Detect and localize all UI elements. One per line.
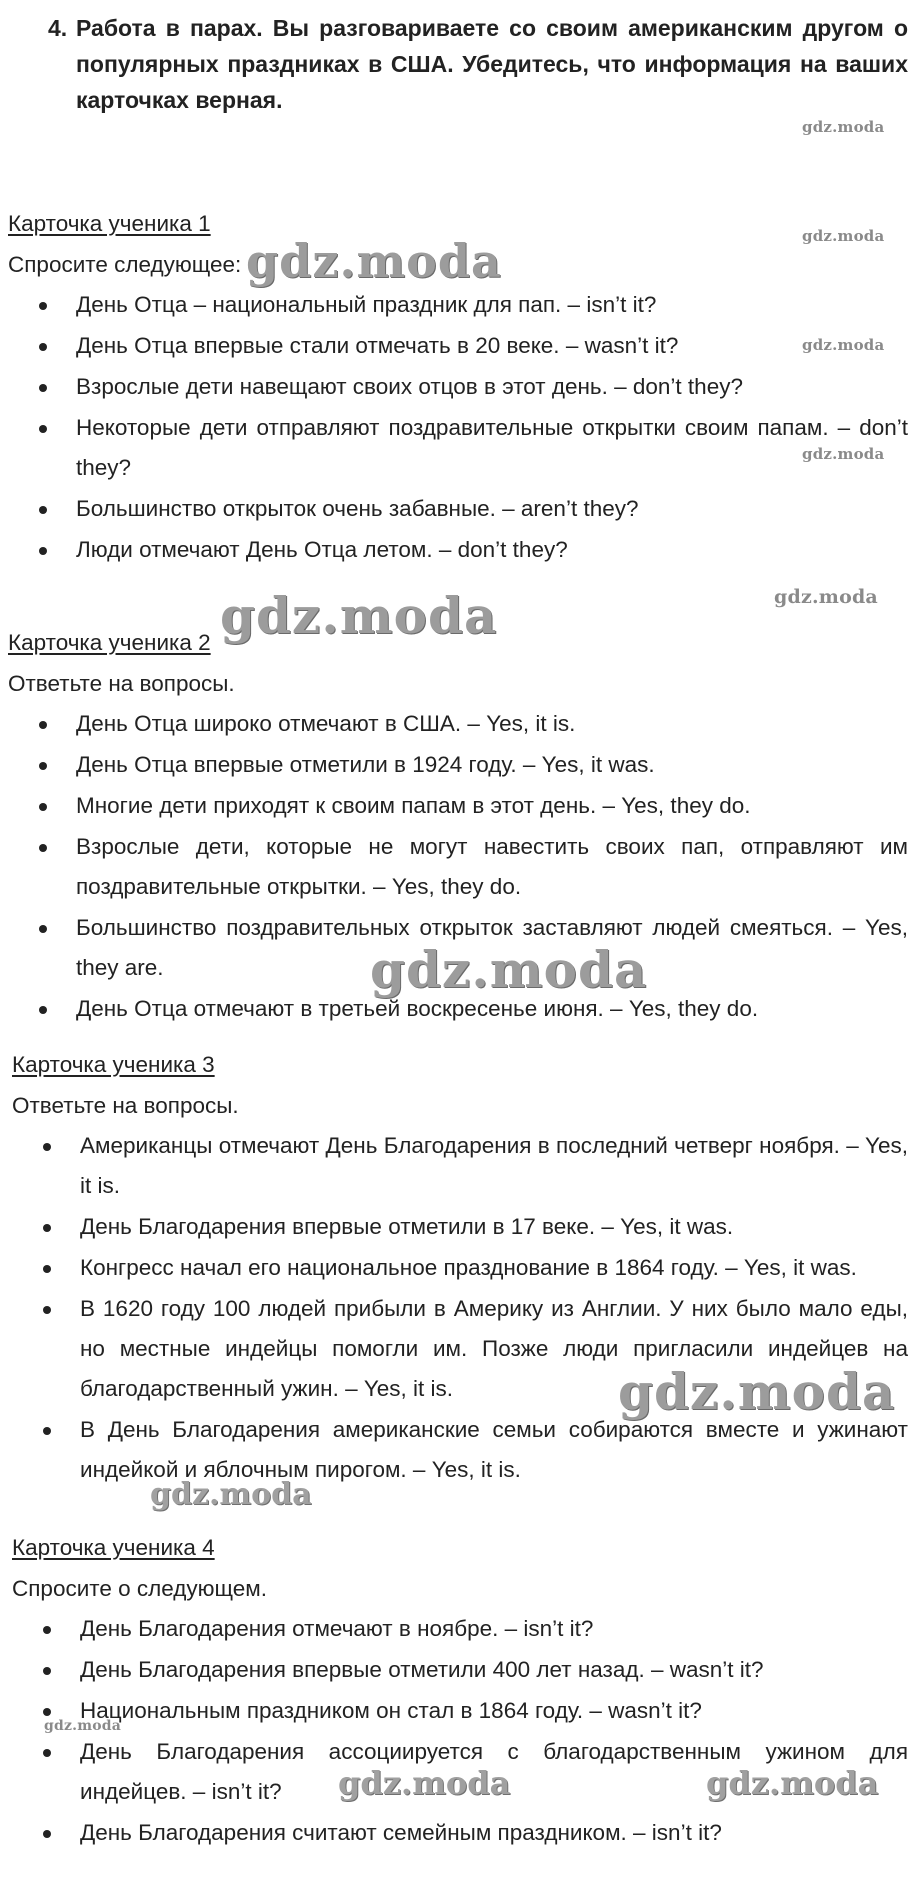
bullet-icon	[39, 547, 47, 555]
list-item-text: В 1620 году 100 людей прибыли в Америку из Англии. У них было мало еды, но местные индейцы помогли им. Позже люди пригласили индейцев на благодарственный ужин. – Yes, it is.	[80, 1296, 908, 1401]
list-item	[12, 1650, 908, 1690]
bullet-icon	[43, 1265, 51, 1273]
list-item-text: Люди отмечают День Отца летом. – don’t they?	[76, 537, 568, 562]
list-item-text: День Отца – национальный праздник для пап. – isn’t it?	[76, 292, 657, 317]
watermark: gdz.moda	[150, 1477, 312, 1512]
card-3-title: Карточка ученика 3	[12, 1052, 215, 1077]
list-item-text: Взрослые дети, которые не могут навестить своих пап, отправляют им поздравительные открытки. – Yes, they do.	[76, 834, 908, 899]
watermark: gdz.moda	[802, 445, 885, 463]
card-2-instruction: Ответьте на вопросы.	[8, 671, 235, 696]
list-item-text: Большинство поздравительных открыток заставляют людей смеяться. – Yes, they are.	[76, 915, 908, 980]
list-item-text: Американцы отмечают День Благодарения в последний четверг ноября. – Yes, it is.	[80, 1133, 908, 1198]
list-item	[12, 1207, 908, 1247]
list-item	[8, 530, 908, 570]
card-1-title: Карточка ученика 1	[8, 211, 211, 236]
list-item-text: День Отца впервые стали отмечать в 20 веке. – wasn’t it?	[76, 333, 679, 358]
bullet-icon	[43, 1626, 51, 1634]
card-3-list	[12, 1126, 908, 1490]
list-item	[8, 408, 908, 488]
card-3	[12, 1044, 908, 1491]
bullet-icon	[39, 343, 47, 351]
watermark: gdz.moda	[802, 118, 885, 136]
bullet-icon	[43, 1667, 51, 1675]
card-4-list	[12, 1609, 908, 1853]
bullet-icon	[39, 803, 47, 811]
list-item	[12, 1813, 908, 1853]
watermark: gdz.moda	[706, 1764, 879, 1802]
watermark: gdz.moda	[802, 336, 885, 354]
bullet-icon	[39, 762, 47, 770]
bullet-icon	[39, 844, 47, 852]
bullet-icon	[39, 384, 47, 392]
list-item-text: День Отца отмечают в третьей воскресенье июня. – Yes, they do.	[76, 996, 759, 1021]
list-item	[8, 786, 908, 826]
card-1-instruction: Спросите следующее:	[8, 252, 242, 277]
list-item-text: Большинство открыток очень забавные. – aren’t they?	[76, 496, 639, 521]
list-item-text: В День Благодарения американские семьи собираются вместе и ужинают индейкой и яблочным пирогом. – Yes, it is.	[80, 1417, 908, 1482]
task-number: 4.	[48, 15, 68, 41]
bullet-icon	[39, 425, 47, 433]
list-item	[12, 1609, 908, 1649]
watermark: gdz.moda	[44, 1718, 122, 1734]
bullet-icon	[39, 925, 47, 933]
list-item	[8, 285, 908, 325]
list-item-text: Некоторые дети отправляют поздравительные открытки своим папам. – don’t they?	[76, 415, 908, 480]
watermark: gdz.moda	[618, 1362, 896, 1421]
list-item-text: Взрослые дети навещают своих отцов в этот день. – don’t they?	[76, 374, 743, 399]
list-item	[12, 1248, 908, 1288]
list-item	[8, 326, 908, 366]
list-item-text: Национальным праздником он стал в 1864 году. – wasn’t it?	[80, 1698, 702, 1723]
watermark: gdz.moda	[246, 234, 502, 288]
card-4-instruction: Спросите о следующем.	[12, 1576, 268, 1601]
card-1-list	[8, 285, 908, 570]
card-4	[12, 1527, 908, 1854]
bullet-icon	[43, 1830, 51, 1838]
list-item	[12, 1691, 908, 1731]
list-item-text: День Благодарения впервые отметили 400 лет назад. – wasn’t it?	[80, 1657, 764, 1682]
list-item-text: День Отца впервые отметили в 1924 году. – Yes, it was.	[76, 752, 655, 777]
bullet-icon	[43, 1224, 51, 1232]
list-item	[8, 489, 908, 529]
bullet-icon	[43, 1708, 51, 1716]
watermark: gdz.moda	[802, 227, 885, 245]
list-item-text: Конгресс начал его национальное празднование в 1864 году. – Yes, it was.	[80, 1255, 857, 1280]
bullet-icon	[39, 302, 47, 310]
card-2-title: Карточка ученика 2	[8, 630, 211, 655]
task-heading	[48, 10, 908, 118]
list-item	[8, 367, 908, 407]
list-item	[8, 827, 908, 907]
card-4-title: Карточка ученика 4	[12, 1535, 215, 1560]
bullet-icon	[39, 721, 47, 729]
list-item	[8, 704, 908, 744]
card-3-instruction: Ответьте на вопросы.	[12, 1093, 239, 1118]
watermark: gdz.moda	[338, 1764, 511, 1802]
list-item-text: День Благодарения впервые отметили в 17 веке. – Yes, it was.	[80, 1214, 734, 1239]
bullet-icon	[43, 1143, 51, 1151]
list-item	[8, 745, 908, 785]
list-item-text: День Благодарения считают семейным праздником. – isn’t it?	[80, 1820, 722, 1845]
bullet-icon	[39, 506, 47, 514]
watermark: gdz.moda	[774, 586, 878, 608]
task-text: Работа в парах. Вы разговариваете со своим американским другом о популярных праздниках в США. Убедитесь, что информация на ваших карточках верная.	[76, 15, 908, 113]
list-item	[12, 1126, 908, 1206]
bullet-icon	[43, 1749, 51, 1757]
list-item-text: День Отца широко отмечают в США. – Yes, it is.	[76, 711, 576, 736]
bullet-icon	[39, 1006, 47, 1014]
bullet-icon	[43, 1306, 51, 1314]
list-item-text: День Благодарения ассоциируется с благодарственным ужином для индейцев. – isn’t it?	[80, 1739, 908, 1804]
bullet-icon	[43, 1427, 51, 1435]
list-item	[12, 1410, 908, 1490]
list-item-text: День Благодарения отмечают в ноябре. – isn’t it?	[80, 1616, 594, 1641]
watermark: gdz.moda	[370, 940, 648, 999]
watermark: gdz.moda	[220, 586, 498, 645]
list-item-text: Многие дети приходят к своим папам в этот день. – Yes, they do.	[76, 793, 751, 818]
